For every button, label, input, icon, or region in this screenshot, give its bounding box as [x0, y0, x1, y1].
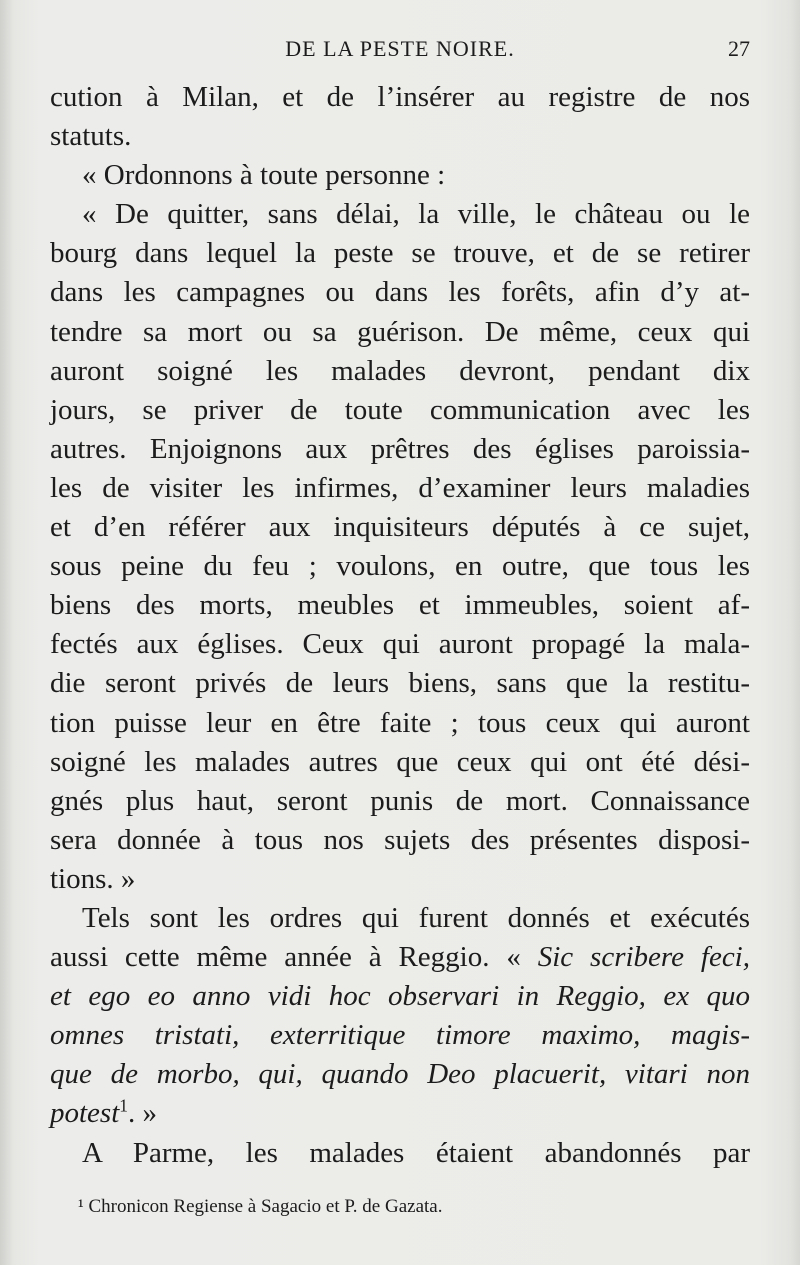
text-line: statuts. — [50, 120, 132, 153]
text-line: « De quitter, sans délai, la ville, le château ou le — [82, 198, 750, 231]
footnote-marker: ¹ — [78, 1196, 84, 1217]
text-line: cution à Milan, et de l’insérer au registre de nos — [50, 81, 750, 113]
text-line: les de visiter les infirmes, d’examiner leurs maladies — [50, 471, 750, 504]
text-line — [50, 1094, 750, 1133]
text-line: fectés aux églises. Ceux qui auront propagé la mala- — [50, 628, 750, 661]
text-line: tion puisse leur en être faite ; tous ceux qui auront — [50, 706, 750, 739]
text-line: jours, se priver de toute communication avec les — [50, 393, 750, 426]
footnote-text: Chronicon Regiense à Sagacio et P. de Gazata. — [88, 1196, 443, 1217]
footnote — [78, 1196, 442, 1218]
latin-quote-run: Sic scribere feci, — [537, 941, 750, 974]
text-line: sera donnée à tous nos sujets des présentes disposi- — [50, 823, 750, 856]
running-title: DE LA PESTE NOIRE. — [285, 36, 515, 61]
text-line: gnés plus haut, seront punis de mort. Connaissance — [50, 784, 750, 817]
footnote-reference: 1 — [119, 1095, 128, 1116]
latin-quote-run: potest — [50, 1097, 120, 1130]
running-head — [0, 36, 800, 66]
latin-quote-line: que de morbo, qui, quando Deo placuerit, vitari non — [50, 1058, 750, 1091]
page-number: 27 — [728, 36, 750, 61]
text-line: A Parme, les malades étaient abandonnés par — [82, 1136, 750, 1169]
text-line: tions. » — [50, 862, 136, 895]
text-line: tendre sa mort ou sa guérison. De même, ceux qui — [50, 315, 750, 348]
text-run: aussi cette même année à Reggio. « — [50, 941, 521, 974]
text-line: dans les campagnes ou dans les forêts, afin d’y at- — [50, 276, 750, 309]
text-line: soigné les malades autres que ceux qui ont été dési- — [50, 745, 750, 778]
body-text — [50, 78, 750, 1173]
text-line: die seront privés de leurs biens, sans que la restitu- — [50, 667, 750, 700]
text-line: Tels sont les ordres qui furent donnés et exécutés — [82, 901, 750, 934]
text-line: et d’en référer aux inquisiteurs députés à ce sujet, — [50, 511, 750, 544]
latin-quote-line: et ego eo anno vidi hoc observari in Reggio, ex quo — [50, 980, 750, 1013]
text-line: sous peine du feu ; voulons, en outre, que tous les — [50, 550, 750, 583]
text-line: « Ordonnons à toute personne : — [82, 159, 446, 192]
text-run: . » — [127, 1097, 157, 1130]
text-line — [50, 938, 750, 977]
text-line: auront soigné les malades devront, pendant dix — [50, 354, 750, 387]
text-line: bourg dans lequel la peste se trouve, et de se retirer — [50, 237, 750, 270]
latin-quote-line: omnes tristati, exterritique timore maximo, magis- — [50, 1019, 750, 1052]
text-line: biens des morts, meubles et immeubles, soient af- — [50, 589, 750, 622]
text-line: autres. Enjoignons aux prêtres des églises paroissia- — [50, 432, 750, 465]
